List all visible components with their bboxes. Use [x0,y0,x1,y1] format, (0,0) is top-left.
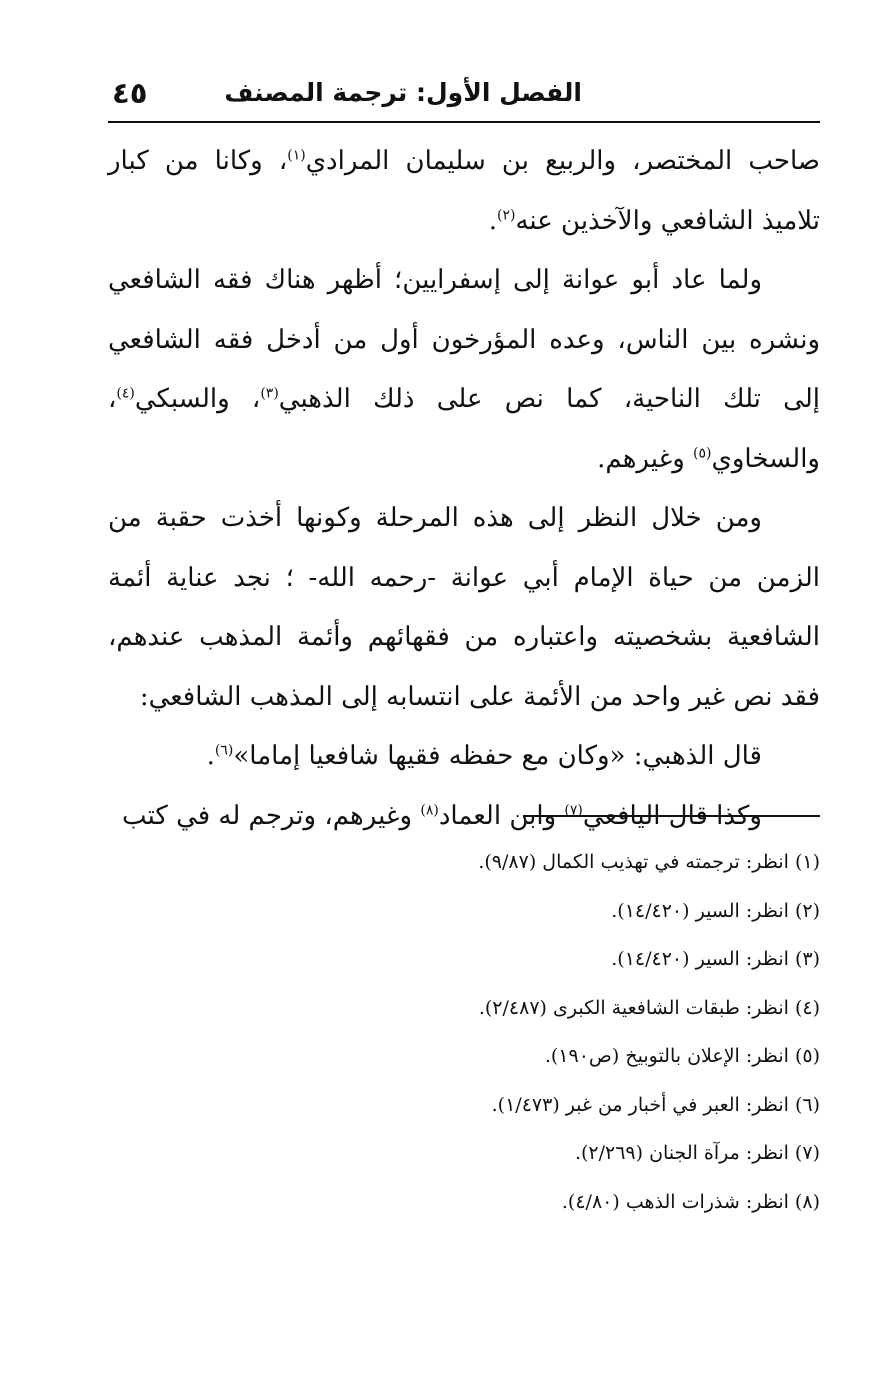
footnote-3: (٣) انظر: السير (١٤/٤٢٠). [611,948,820,970]
header-rule [108,121,820,123]
footnote-5: (٥) انظر: الإعلان بالتوبيخ (ص١٩٠). [544,1045,820,1067]
footnote-2: (٢) انظر: السير (١٤/٤٢٠). [611,899,820,922]
footnote-ref: (٤) [116,385,135,402]
text-segment: . [206,741,215,771]
footnote-ref: (٦) [214,742,234,759]
footnote-7: (٧) انظر: مرآة الجنان (٢/٢٦٩). [574,1142,820,1164]
text-segment: وغيرهم، وترجم له في كتب [122,800,421,831]
text-segment: ، وكانا من كبار تلاميذ الشافعي والآخذين عنه [108,146,820,236]
text-segment: ، والسخاوي [108,384,820,474]
text-segment: وغيرهم. [597,443,694,474]
text-segment: . [488,205,497,236]
paragraph-1 [108,132,820,251]
text-segment: ، والسبكي [134,384,261,414]
quote-text: قال الذهبي: «وكان مع حفظه فقيها شافعيا إماما» [233,741,762,771]
text-segment: ولما عاد أبو عوانة إلى إسفرايين؛ أظهر هناك فقه الشافعي ونشره بين الناس، وعده المؤرخون أول من أدخل فقه الشافعي إلى تلك الناحية، كما نص على ذلك الذهبي [108,265,820,414]
main-text [108,132,820,846]
footnote-1: (١) انظر: ترجمته في تهذيب الكمال (٩/٨٧). [478,851,820,873]
page-number: ٤٥ [112,76,148,110]
text-segment: وكذا قال اليافعي [582,800,762,831]
footnote-ref: (٢) [497,206,516,223]
footnote-8: (٨) انظر: شذرات الذهب (٤/٨٠). [561,1190,820,1213]
footnote-ref: (٥) [693,444,712,461]
footnote-separator [523,815,820,817]
paragraph-4 [108,727,820,787]
footnote-ref: (٨) [420,801,439,818]
text-segment: صاحب المختصر، والربيع بن سليمان المرادي [305,146,820,176]
footnote-4: (٤) انظر: طبقات الشافعية الكبرى (٢/٤٨٧). [478,996,820,1019]
page-header [108,74,820,118]
paragraph-3: ومن خلال النظر إلى هذه المرحلة وكونها أخذت حقبة من الزمن من حياة الإمام أبي عوانة -رحمه الله- ؛ نجد عناية أئمة الشافعية بشخصيته واعتباره من فقهائهم وأئمة المذهب عندهم، فقد نص غير واحد من الأئمة على انتسابه إلى المذهب الشافعي: [108,503,820,712]
text-segment: وابن العماد [438,800,565,831]
footnote-ref: (٣) [260,385,279,402]
footnote-ref: (١) [287,147,306,164]
footnote-ref: (٧) [564,801,583,818]
footnote-6: (٦) انظر: العبر في أخبار من غبر (١/٤٧٣). [491,1093,820,1116]
paragraph-2 [108,251,820,489]
footnotes-list [108,838,820,1226]
running-title: الفصل الأول: ترجمة المصنف [224,78,582,107]
